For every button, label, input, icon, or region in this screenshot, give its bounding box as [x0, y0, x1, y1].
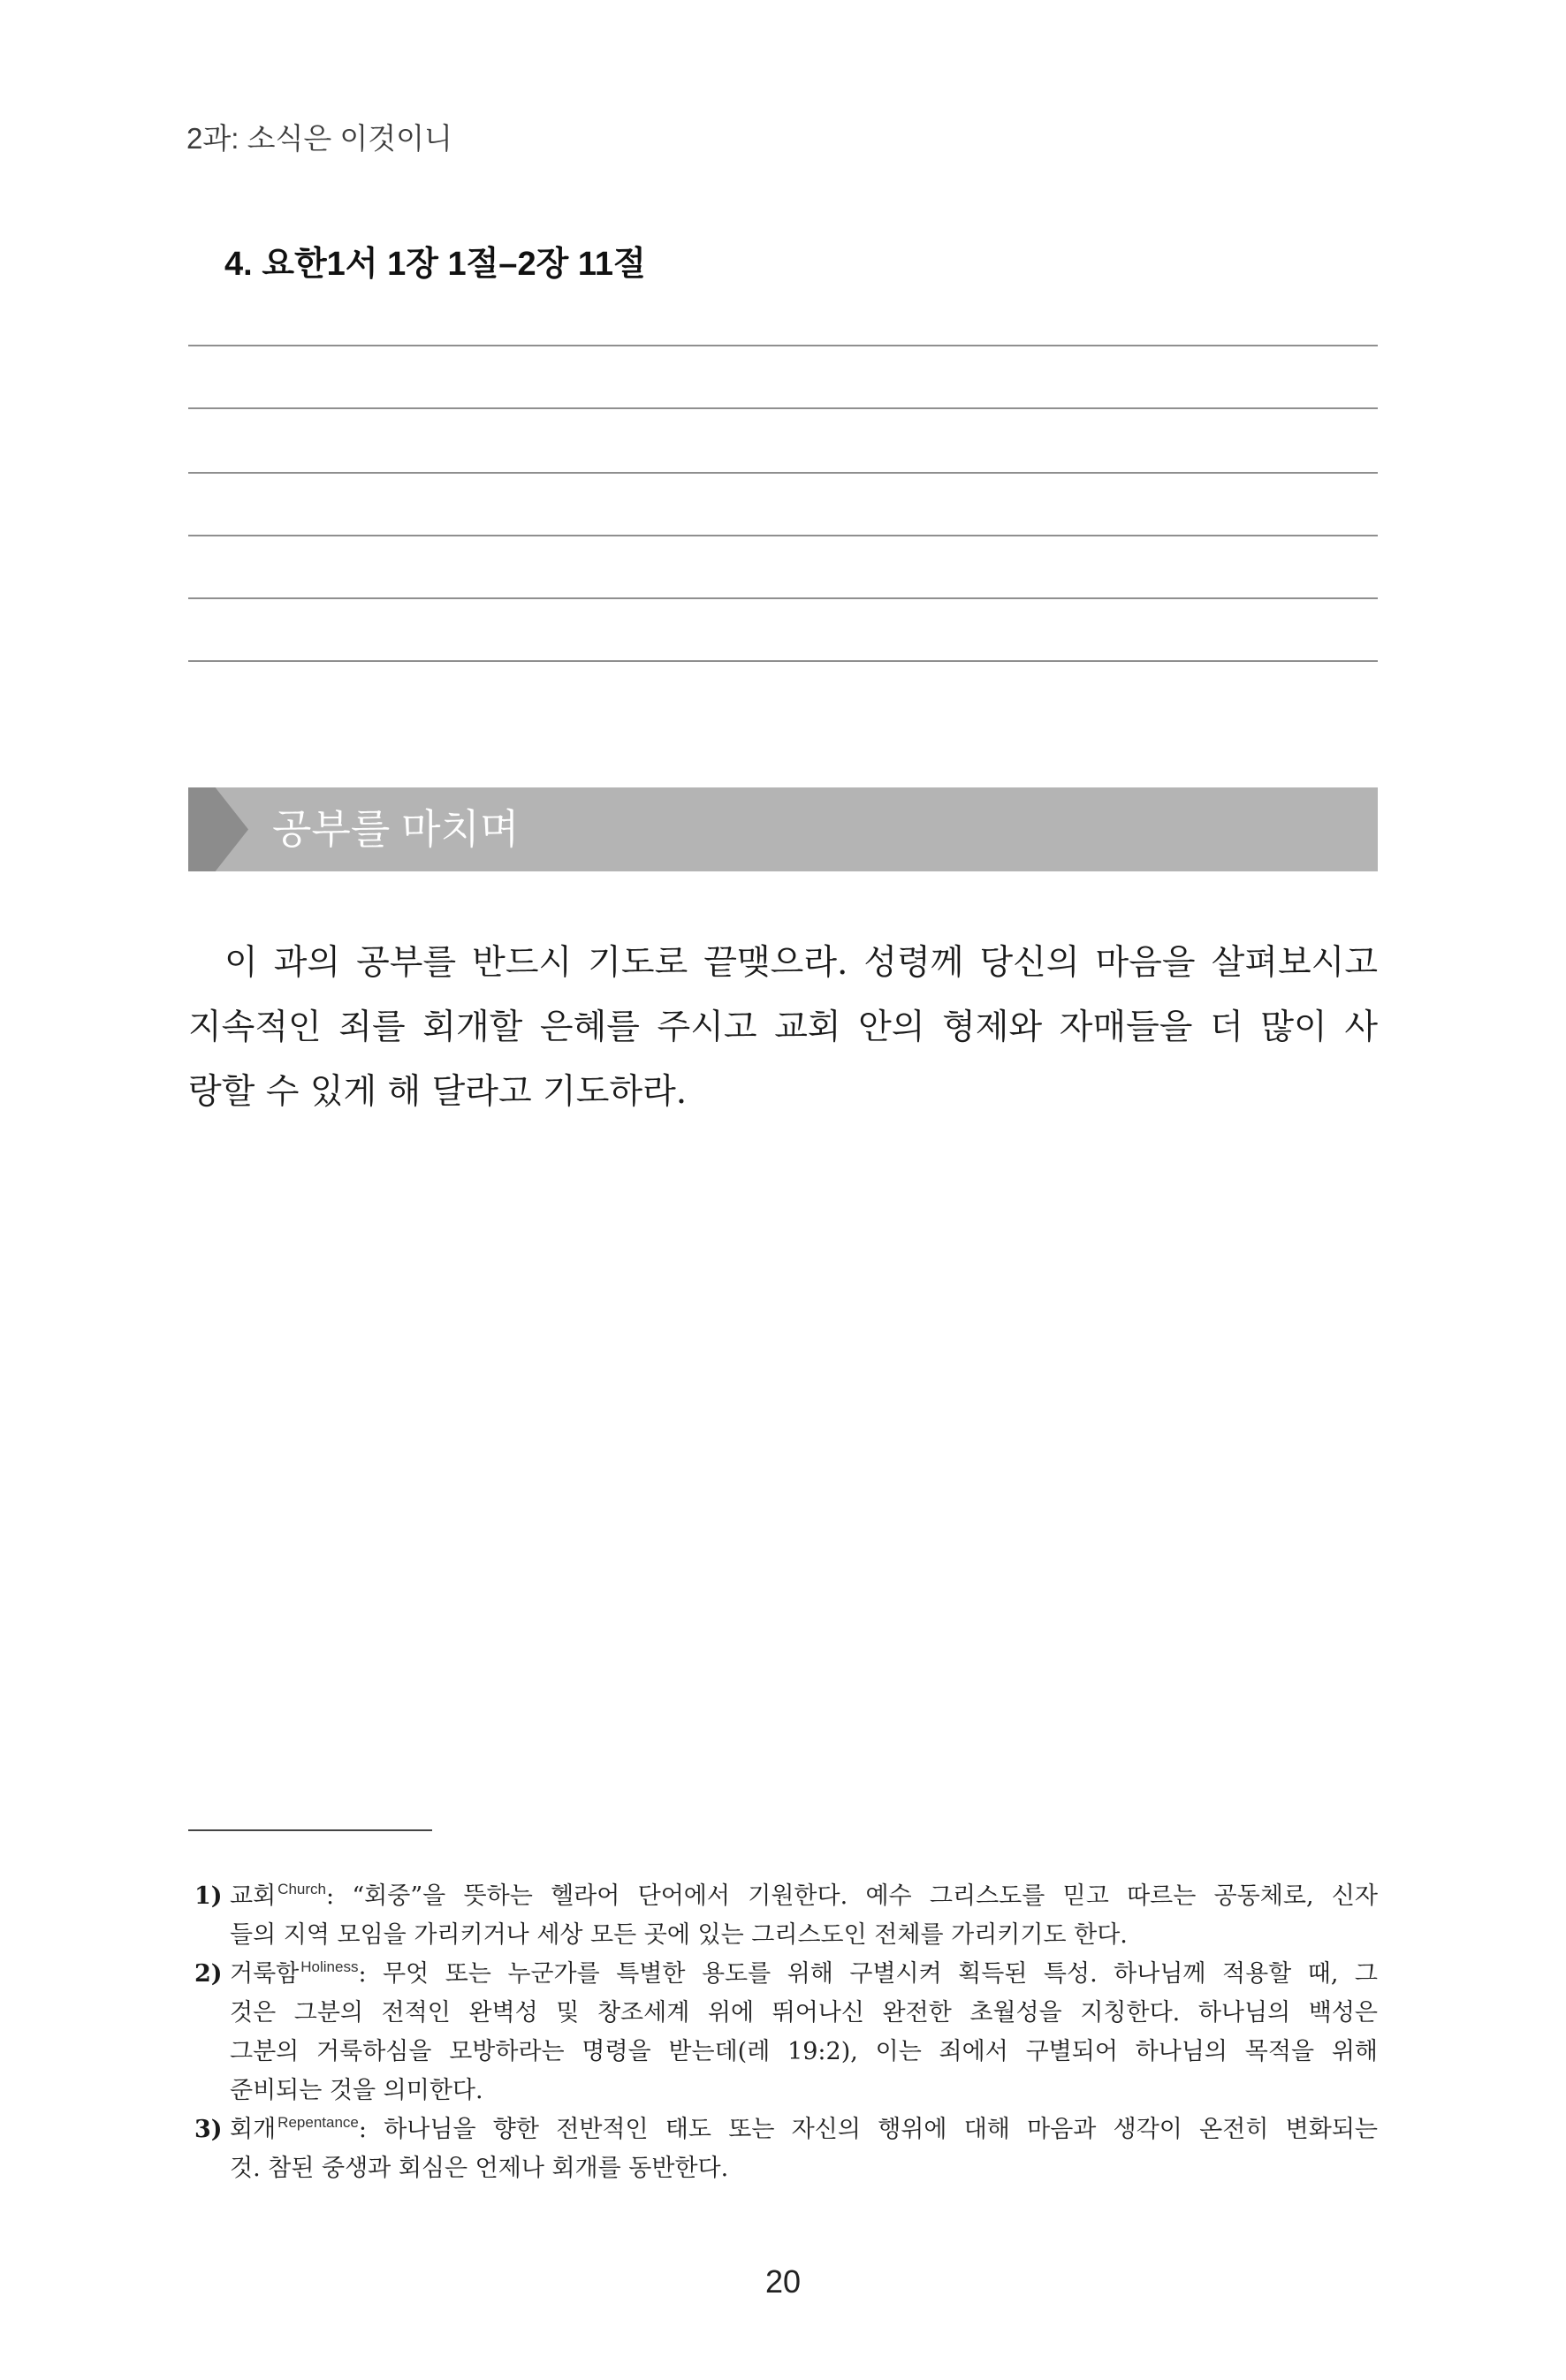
footnote-number: 1) [194, 1882, 223, 1910]
answer-line [188, 660, 1378, 662]
answer-line [188, 597, 1378, 599]
footnote-line: 준비되는 것을 의미한다. [230, 2077, 483, 2104]
footnote-term-english: Holiness [300, 1958, 359, 1975]
footnote-line: 것은 그분의 전적인 완벽성 및 창조세계 위에 뛰어나신 완전한 초월성을 지칭한다. 하나님의 백성은 [230, 1999, 1378, 2026]
footnote-line [230, 1955, 1378, 1994]
footnotes [188, 1877, 1378, 2188]
arrow-icon [188, 787, 248, 871]
answer-line [188, 345, 1378, 346]
footnote-line [230, 1877, 1378, 1916]
question-heading: 4. 요한1서 1장 1절–2장 11절 [224, 246, 646, 283]
footnote-term-english: Church [277, 1881, 326, 1897]
answer-line [188, 535, 1378, 536]
footnote [188, 1955, 1378, 2110]
footnote-term: 교회 [230, 1882, 277, 1910]
footnote-line: 것. 참된 중생과 회심은 언제나 회개를 동반한다. [230, 2155, 729, 2182]
running-header: 2과: 소식은 이것이니 [186, 122, 452, 155]
footnote-line: 들의 지역 모임을 가리키거나 세상 모든 곳에 있는 그리스도인 전체를 가리키기도 한다. [230, 1921, 1128, 1949]
body-text-line: 지속적인 죄를 회개할 은혜를 주시고 교회 안의 형제와 자매들을 더 많이 사 [188, 1008, 1378, 1047]
footnote-number: 3) [194, 2116, 223, 2143]
footnote-line: 그분의 거룩하심을 모방하라는 명령을 받는데(레 19:2), 이는 죄에서 구별되어 하나님의 목적을 위해 [230, 2038, 1378, 2065]
footnote-term: 거룩함 [230, 1960, 300, 1988]
footnote-term-english: Repentance [277, 2114, 359, 2131]
footnote-line [230, 2110, 1378, 2149]
footnote-text: : 무엇 또는 누군가를 특별한 용도를 위해 구별시켜 획득된 특성. 하나님께 적용할 때, 그 [358, 1960, 1378, 1988]
section-title: 공부를 마치며 [272, 806, 520, 852]
answer-line [188, 472, 1378, 474]
footnote-text: : “회중”을 뜻하는 헬라어 단어에서 기원한다. 예수 그리스도를 믿고 따르는 공동체로, 신자 [325, 1882, 1378, 1910]
body-text-line: 이 과의 공부를 반드시 기도로 끝맺으라. 성령께 당신의 마음을 살펴보시고 [224, 943, 1378, 983]
footnote-text: : 하나님을 향한 전반적인 태도 또는 자신의 행위에 대해 마음과 생각이 온전히 변화되는 [358, 2116, 1378, 2143]
body-text-line: 랑할 수 있게 해 달라고 기도하라. [188, 1072, 688, 1112]
answer-line [188, 407, 1378, 409]
footnote [188, 1877, 1378, 1955]
footnote [188, 2110, 1378, 2188]
section-banner [188, 787, 1378, 871]
page-number: 20 [764, 2263, 802, 2300]
footnote-term: 회개 [230, 2116, 277, 2143]
footnote-number: 2) [194, 1960, 223, 1988]
footnote-separator [188, 1829, 432, 1831]
